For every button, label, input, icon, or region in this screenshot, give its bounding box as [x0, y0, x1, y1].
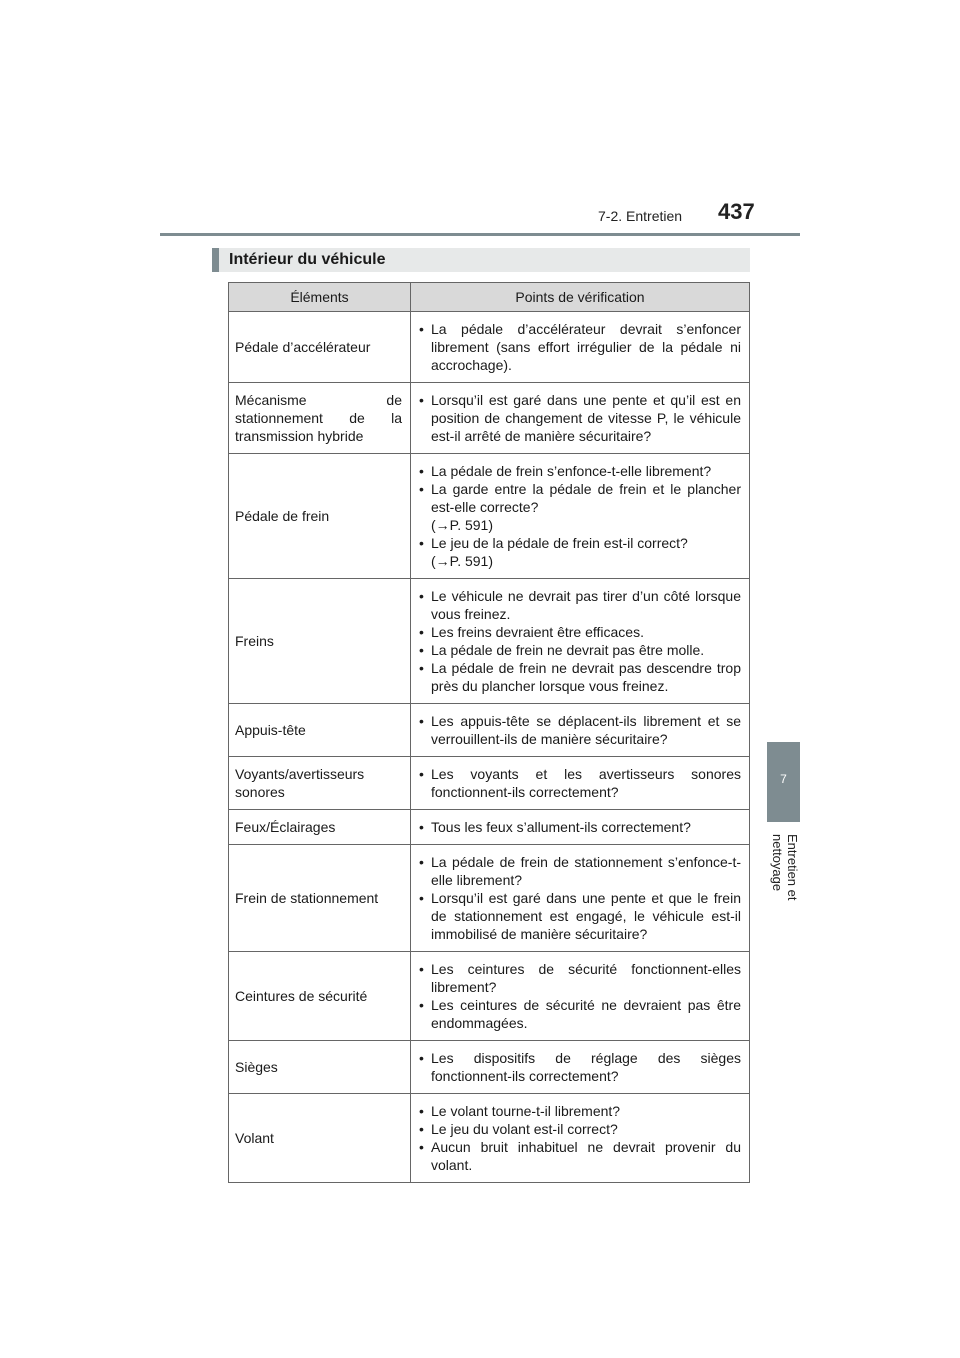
table-row — [229, 704, 750, 757]
column-header-items: Éléments — [229, 283, 411, 312]
check-point: • La pédale de frein ne devrait pas être molle. — [417, 641, 741, 659]
table-header-row — [229, 283, 750, 312]
points-cell — [411, 952, 750, 1041]
section-title: Intérieur du véhicule — [212, 248, 750, 272]
check-point: • Lorsqu’il est garé dans une pente et que le frein de stationnement est engagé, le véhicule est-il immobilisé de manière sécuritaire? — [417, 889, 741, 943]
table-row — [229, 1094, 750, 1183]
check-point — [417, 534, 741, 570]
table-row — [229, 312, 750, 383]
item-cell: Pédale d’accélérateur — [229, 312, 411, 383]
table-row — [229, 952, 750, 1041]
table-row — [229, 757, 750, 810]
check-point: • Les freins devraient être efficaces. — [417, 623, 741, 641]
points-cell — [411, 704, 750, 757]
check-point-text: La garde entre la pédale de frein et le plancher est-elle correcte? — [431, 481, 741, 515]
points-cell — [411, 312, 750, 383]
check-point: • Les dispositifs de réglage des sièges fonctionnent-ils correctement? — [417, 1049, 741, 1085]
check-point: • Les ceintures de sécurité ne devraient pas être endommagées. — [417, 996, 741, 1032]
points-cell — [411, 383, 750, 454]
inspection-table — [228, 282, 750, 1183]
check-point: • La pédale d’accélérateur devrait s’enfoncer librement (sans effort irrégulier de la pédale ni accrochage). — [417, 320, 741, 374]
item-cell — [229, 383, 411, 454]
check-point: • Les appuis-tête se déplacent-ils librement et se verrouillent-ils de manière sécuritaire? — [417, 712, 741, 748]
check-point: • Les voyants et les avertisseurs sonores fonctionnent-ils correctement? — [417, 765, 741, 801]
page-reference: (→P. 591) — [431, 517, 493, 533]
points-cell — [411, 1094, 750, 1183]
item-cell: Volant — [229, 1094, 411, 1183]
points-cell — [411, 845, 750, 952]
check-point: • La pédale de frein de stationnement s’enfonce-t-elle librement? — [417, 853, 741, 889]
item-cell: Ceintures de sécurité — [229, 952, 411, 1041]
item-text: Mécanisme de stationnement de la transmission hybride — [235, 392, 402, 444]
page-reference: (→P. 591) — [431, 553, 493, 569]
check-point: • Le véhicule ne devrait pas tirer d’un côté lorsque vous freinez. — [417, 587, 741, 623]
points-cell — [411, 454, 750, 579]
item-cell: Pédale de frein — [229, 454, 411, 579]
table-row — [229, 810, 750, 845]
table-row — [229, 845, 750, 952]
table-row — [229, 579, 750, 704]
item-cell: Appuis-tête — [229, 704, 411, 757]
points-cell — [411, 757, 750, 810]
item-cell: Freins — [229, 579, 411, 704]
check-point: • La pédale de frein s’enfonce-t-elle librement? — [417, 462, 741, 480]
header-divider — [160, 233, 800, 236]
points-cell — [411, 1041, 750, 1094]
check-point: • Le volant tourne-t-il librement? — [417, 1102, 741, 1120]
chapter-tab: 7 — [767, 742, 800, 822]
table-row — [229, 383, 750, 454]
item-cell: Sièges — [229, 1041, 411, 1094]
points-cell — [411, 810, 750, 845]
check-point: • Le jeu du volant est-il correct? — [417, 1120, 741, 1138]
check-point — [417, 480, 741, 534]
check-point: • Les ceintures de sécurité fonctionnent-elles librement? — [417, 960, 741, 996]
chapter-label — [767, 830, 800, 950]
table-row — [229, 454, 750, 579]
points-cell — [411, 579, 750, 704]
check-point: • Aucun bruit inhabituel ne devrait provenir du volant. — [417, 1138, 741, 1174]
check-point: • Lorsqu’il est garé dans une pente et qu’il est en position de changement de vitesse P, le véhicule est-il arrêté de manière sécuritaire? — [417, 391, 741, 445]
column-header-checks: Points de vérification — [411, 283, 750, 312]
check-point: • La pédale de frein ne devrait pas descendre trop près du plancher lorsque vous freinez. — [417, 659, 741, 695]
section-label: 7-2. Entretien — [598, 208, 683, 224]
item-cell: Voyants/avertisseurs sonores — [229, 757, 411, 810]
check-point-text: Le jeu de la pédale de frein est-il correct? — [431, 535, 688, 551]
item-cell: Frein de stationnement — [229, 845, 411, 952]
check-point: • Tous les feux s’allument-ils correctement? — [417, 818, 741, 836]
table-row — [229, 1041, 750, 1094]
item-cell: Feux/Éclairages — [229, 810, 411, 845]
chapter-label-text: Entretien et nettoyage — [770, 834, 800, 901]
page-number: 437 — [718, 199, 755, 224]
